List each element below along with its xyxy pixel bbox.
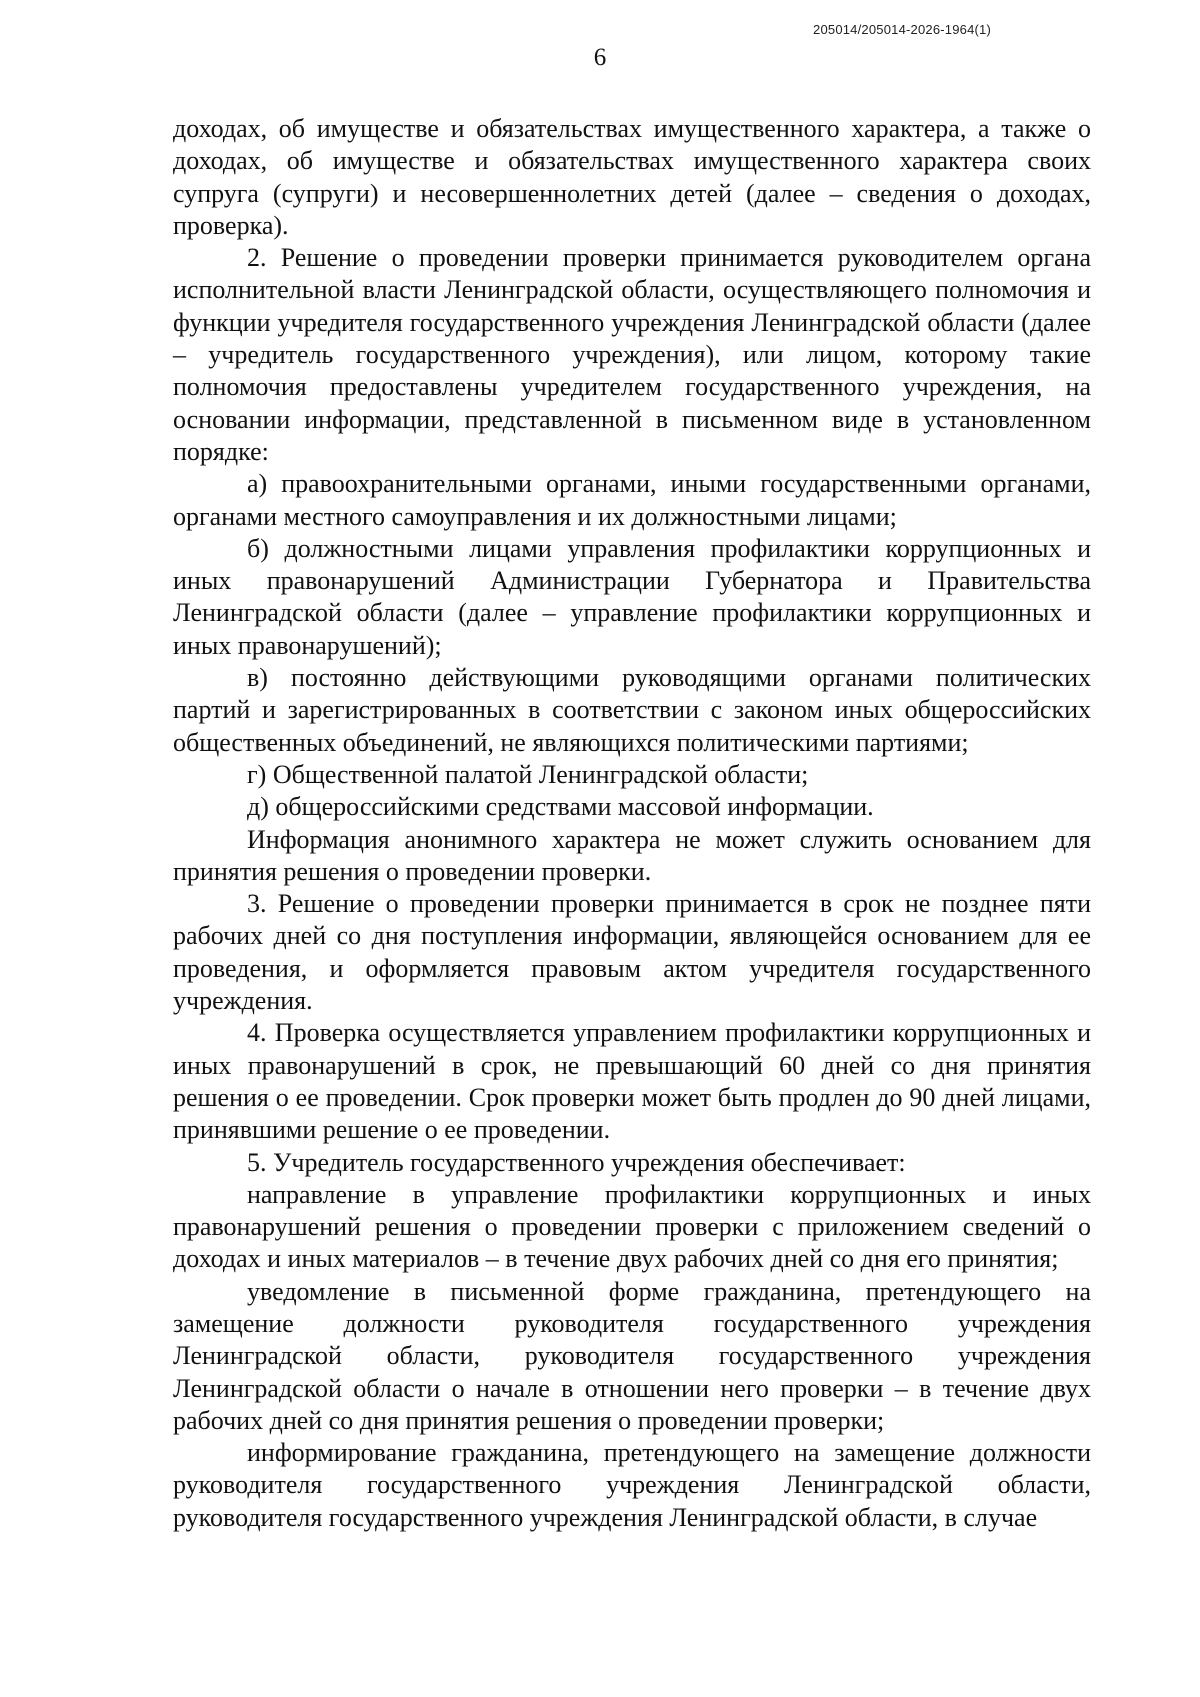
paragraph: направление в управление профилактики коррупционных и иных правонарушений решения о проведении проверки с приложением сведений о доходах и иных материалов – в течение двух рабочих дней со дня его принятия;	[173, 1179, 1091, 1274]
paragraph: 5. Учредитель государственного учреждения обеспечивает:	[247, 1147, 906, 1177]
paragraph: 2. Решение о проведении проверки принимается руководителем органа исполнительной власти Ленинградской области, осуществляющего полномочия и функции учредителя государственного учреждения Ленинградской области (далее – учредитель государственного учреждения), или лицом, которому такие полномочия предоставлены учредителем государственного учреждения, на основании информации, представленной в письменном виде в установленном порядке:	[173, 243, 1091, 466]
paragraph: г) Общественной палатой Ленинградской области;	[247, 759, 809, 789]
paragraph: Информация анонимного характера не может служить основанием для принятия решения о проведении проверки.	[173, 824, 1091, 886]
document-id: 205014/205014-2026-1964(1)	[813, 22, 991, 37]
paragraph: уведомление в письменной форме гражданина, претендующего на замещение должности руководителя государственного учреждения Ленинградской области, руководителя государственного учреждения Ленинградской области о начале в отношении него проверки – в течение двух рабочих дней со дня принятия решения о проведении проверки;	[173, 1276, 1091, 1435]
paragraph: в) постоянно действующими руководящими органами политических партий и зарегистрированных в соответствии с законом иных общероссийских общественных объединений, не являющихся политическими партиями;	[173, 663, 1091, 757]
page-number: 6	[593, 44, 607, 71]
paragraph: а) правоохранительными органами, иными государственными органами, органами местного самоуправления и их должностными лицами;	[173, 469, 1091, 531]
paragraph: 3. Решение о проведении проверки принимается в срок не позднее пяти рабочих дней со дня поступления информации, являющейся основанием для ее проведения, и оформляется правовым актом учредителя государственного учреждения.	[173, 889, 1091, 1016]
paragraph: информирование гражданина, претендующего на замещение должности руководителя государственного учреждения Ленинградской области, руководителя государственного учреждения Ленинградской области, в случае	[173, 1438, 1091, 1532]
paragraph: 4. Проверка осуществляется управлением профилактики коррупционных и иных правонарушений в срок, не превышающий 60 дней со дня принятия решения о ее проведении. Срок проверки может быть продлен до 90 дней лицами, принявшими решение о ее проведении.	[173, 1018, 1091, 1145]
document-body	[173, 113, 1091, 1534]
paragraph: д) общероссийскими средствами массовой информации.	[247, 792, 874, 822]
paragraph: доходах, об имуществе и обязательствах имущественного характера, а также о доходах, об имуществе и обязательствах имущественного характера своих супруга (супруги) и несовершеннолетних детей (далее – сведения о доходах, проверка).	[173, 114, 1091, 240]
paragraph: б) должностными лицами управления профилактики коррупционных и иных правонарушений Администрации Губернатора и Правительства Ленинградской области (далее – управление профилактики коррупционных и иных правонарушений);	[173, 533, 1091, 660]
